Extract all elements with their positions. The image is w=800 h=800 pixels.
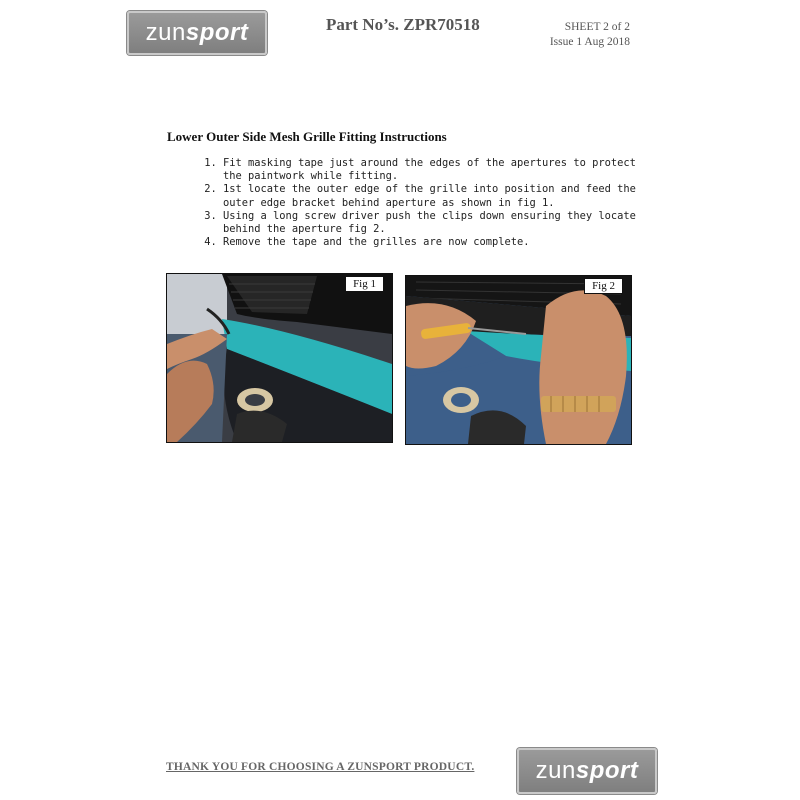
instruction-step: 2. 1st locate the outer edge of the grille into position and feed the outer edge bracket behind aperture as shown in fig 1. xyxy=(223,183,643,209)
sheet-info xyxy=(550,20,630,50)
sheet-number: SHEET 2 of 2 xyxy=(564,21,630,33)
logo-text-zun: zun xyxy=(535,757,576,784)
thank-you-message: THANK YOU FOR CHOOSING A ZUNSPORT PRODUCT. xyxy=(166,761,475,773)
instruction-step: 4. Remove the tape and the grilles are now complete. xyxy=(223,236,643,249)
instruction-steps xyxy=(207,157,643,249)
part-number: Part No’s. ZPR70518 xyxy=(326,15,480,34)
fig2-illustration xyxy=(406,276,631,444)
instructions-title: Lower Outer Side Mesh Grille Fitting Instructions xyxy=(167,129,447,144)
logo-text-sport: sport xyxy=(185,19,249,46)
figure-2-photo xyxy=(405,275,632,445)
zunsport-logo xyxy=(127,11,267,55)
zunsport-logo-footer xyxy=(517,748,657,794)
fig1-illustration xyxy=(167,274,392,442)
fig2-label: Fig 2 xyxy=(584,278,623,294)
logo-text-zun: zun xyxy=(145,19,186,46)
instruction-step: 1. Fit masking tape just around the edges of the apertures to protect the paintwork while fitting. xyxy=(223,157,643,183)
fig1-label: Fig 1 xyxy=(345,276,384,292)
instruction-step: 3. Using a long screw driver push the clips down ensuring they locate behind the aperture fig 2. xyxy=(223,210,643,236)
issue-date: Issue 1 Aug 2018 xyxy=(549,36,630,48)
figure-1-photo xyxy=(166,273,393,443)
logo-text-sport: sport xyxy=(575,757,639,784)
